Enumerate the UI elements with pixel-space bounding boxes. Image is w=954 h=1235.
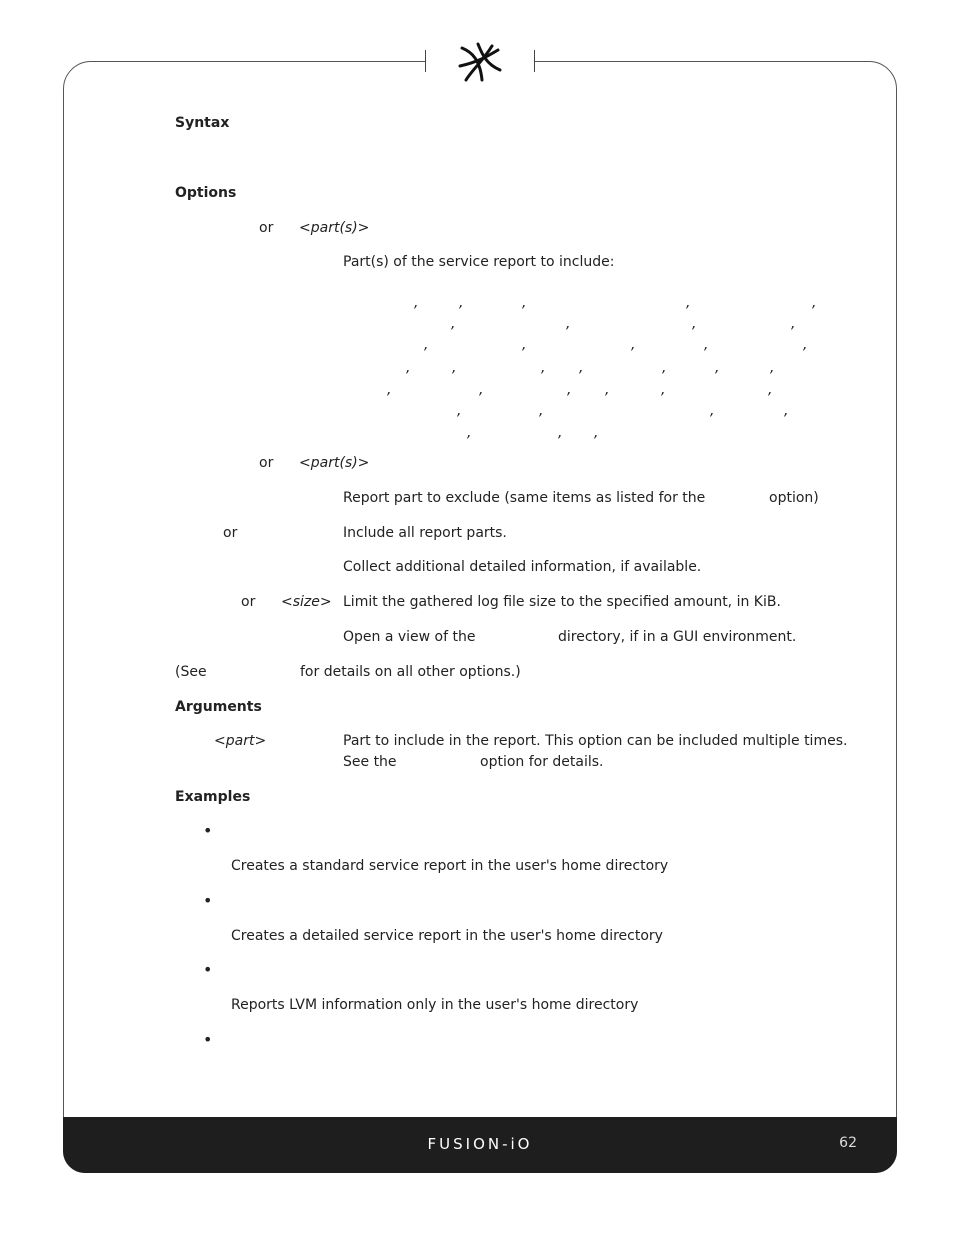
parts-separator: , xyxy=(579,360,584,376)
parts-separator: , xyxy=(631,337,636,353)
view-desc: Open a view of the xyxy=(343,629,476,645)
parts-separator: , xyxy=(567,382,572,398)
part-see-the: See the xyxy=(343,754,397,770)
parts-separator: , xyxy=(661,382,666,398)
parts-separator: , xyxy=(594,425,599,441)
parts-separator: , xyxy=(522,295,527,311)
parts-separator: , xyxy=(558,425,563,441)
example-desc: Reports LVM information only in the user's home directory xyxy=(231,997,639,1013)
parts-separator: , xyxy=(812,295,817,311)
parts-separator: , xyxy=(662,360,667,376)
see-note-tail: for details on all other options.) xyxy=(300,664,521,680)
include-or: or xyxy=(259,220,274,236)
example-bullet: • xyxy=(203,891,213,910)
part-desc: Part to include in the report. This option can be included multiple times. xyxy=(343,733,848,749)
parts-separator: , xyxy=(467,425,472,441)
example-bullet: • xyxy=(203,821,213,840)
parts-separator: , xyxy=(541,360,546,376)
include-arg: <part(s)> xyxy=(299,220,370,236)
header-divider-right xyxy=(534,50,535,72)
parts-separator: , xyxy=(686,295,691,311)
exclude-or: or xyxy=(259,455,274,471)
examples-heading: Examples xyxy=(175,789,251,805)
see-note: (See xyxy=(175,664,207,680)
include-desc: Part(s) of the service report to include: xyxy=(343,254,615,270)
example-desc: Creates a detailed service report in the user's home directory xyxy=(231,928,663,944)
parts-separator: , xyxy=(479,382,484,398)
parts-separator: , xyxy=(566,316,571,332)
parts-separator: , xyxy=(770,360,775,376)
fusion-io-star-logo xyxy=(452,40,508,88)
fusion-io-wordmark: FUSION-iO xyxy=(427,1135,533,1153)
part-arg: <part> xyxy=(214,733,267,749)
syntax-heading: Syntax xyxy=(175,115,230,131)
header-divider-left xyxy=(425,50,426,72)
parts-separator: , xyxy=(605,382,610,398)
parts-separator: , xyxy=(424,337,429,353)
exclude-desc-tail: option) xyxy=(769,490,819,506)
parts-separator: , xyxy=(522,337,527,353)
parts-separator: , xyxy=(768,382,773,398)
parts-separator: , xyxy=(710,403,715,419)
page-number: 62 xyxy=(839,1135,857,1151)
detail-desc: Collect additional detailed information, if available. xyxy=(343,559,702,575)
view-desc-tail: directory, if in a GUI environment. xyxy=(558,629,797,645)
example-bullet: • xyxy=(203,1030,213,1049)
parts-separator: , xyxy=(704,337,709,353)
size-arg: <size> xyxy=(281,594,332,610)
parts-separator: , xyxy=(784,403,789,419)
parts-separator: , xyxy=(692,316,697,332)
exclude-desc: Report part to exclude (same items as listed for the xyxy=(343,490,706,506)
parts-separator: , xyxy=(414,295,419,311)
parts-separator: , xyxy=(406,360,411,376)
footer-bar xyxy=(63,1117,897,1173)
size-or: or xyxy=(241,594,256,610)
parts-separator: , xyxy=(452,360,457,376)
parts-separator: , xyxy=(791,316,796,332)
part-option-details: option for details. xyxy=(480,754,604,770)
parts-separator: , xyxy=(459,295,464,311)
all-desc: Include all report parts. xyxy=(343,525,507,541)
example-bullet: • xyxy=(203,960,213,979)
parts-separator: , xyxy=(387,382,392,398)
all-or: or xyxy=(223,525,238,541)
exclude-arg: <part(s)> xyxy=(299,455,370,471)
parts-separator: , xyxy=(539,403,544,419)
size-desc: Limit the gathered log file size to the specified amount, in KiB. xyxy=(343,594,781,610)
example-desc: Creates a standard service report in the user's home directory xyxy=(231,858,669,874)
parts-separator: , xyxy=(451,316,456,332)
options-heading: Options xyxy=(175,185,237,201)
parts-separator: , xyxy=(715,360,720,376)
parts-separator: , xyxy=(803,337,808,353)
parts-separator: , xyxy=(457,403,462,419)
arguments-heading: Arguments xyxy=(175,699,262,715)
